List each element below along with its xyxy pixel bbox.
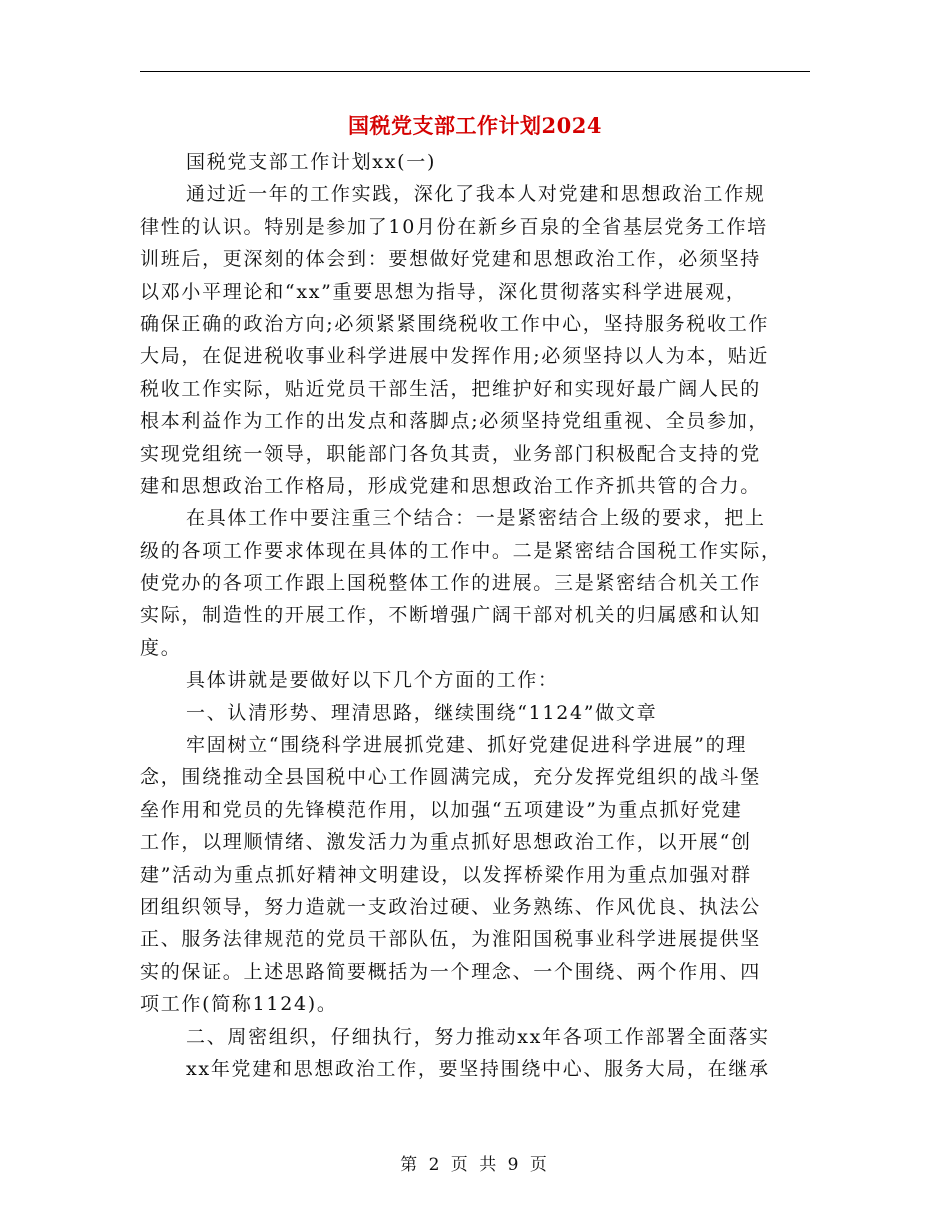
paragraph-line: 以邓小平理论和“xx”重要思想为指导，深化贯彻落实科学进展观， <box>140 280 747 303</box>
paragraph-line: 具体讲就是要做好以下几个方面的工作： <box>186 669 559 692</box>
paragraph-line: 级的各项工作要求体现在具体的工作中。二是紧密结合国税工作实际， <box>140 539 782 562</box>
paragraph-line: 念，围绕推动全县国税中心工作圆满完成，充分发挥党组织的战斗堡 <box>140 766 762 789</box>
paragraph-line: 实际，制造性的开展工作，不断增强广阔干部对机关的归属感和认知 <box>140 604 762 627</box>
paragraph-line: 根本利益作为工作的出发点和落脚点;必须坚持党组重视、全员参加， <box>140 410 770 433</box>
paragraph-line: 项工作(简称1124)。 <box>140 993 338 1016</box>
paragraph-line: 实现党组统一领导，职能部门各负其责，业务部门积极配合支持的党 <box>140 442 762 465</box>
paragraph-line: 大局，在促进税收事业科学进展中发挥作用;必须坚持以人为本，贴近 <box>140 345 770 368</box>
section-heading: 一、认清形势、理清思路，继续围绕“1124”做文章 <box>186 701 658 724</box>
paragraph-line: 建和思想政治工作格局，形成党建和思想政治工作齐抓共管的合力。 <box>140 474 762 497</box>
paragraph-line: 税收工作实际，贴近党员干部生活，把维护好和实现好最广阔人民的 <box>140 377 762 400</box>
paragraph-line: 训班后，更深刻的体会到：要想做好党建和思想政治工作，必须坚持 <box>140 248 762 271</box>
paragraph-line: 确保正确的政治方向;必须紧紧围绕税收工作中心，坚持服务税收工作 <box>140 312 770 335</box>
paragraph-line: 度。 <box>140 636 182 659</box>
paragraph-line: 正、服务法律规范的党员干部队伍，为淮阳国税事业科学进展提供坚 <box>140 928 762 951</box>
document-body <box>140 146 820 1085</box>
paragraph-line: 实的保证。上述思路简要概括为一个理念、一个围绕、两个作用、四 <box>140 960 762 983</box>
document-title: 国税党支部工作计划2024 <box>348 113 602 138</box>
section-heading: 二、周密组织，仔细执行，努力推动xx年各项工作部署全面落实 <box>186 1025 770 1048</box>
header-rule <box>140 71 810 72</box>
paragraph-line: 团组织领导，努力造就一支政治过硬、业务熟练、作风优良、执法公 <box>140 895 762 918</box>
paragraph-line: 垒作用和党员的先锋模范作用，以加强“五项建设”为重点抓好党建 <box>140 798 743 821</box>
paragraph-line: xx年党建和思想政治工作，要坚持围绕中心、服务大局，在继承 <box>186 1057 770 1080</box>
page-footer: 第 2 页 共 9 页 <box>400 1155 550 1175</box>
paragraph-line: 通过近一年的工作实践，深化了我本人对党建和思想政治工作规 <box>186 183 766 206</box>
paragraph-line: 牢固树立“围绕科学进展抓党建、抓好党建促进科学进展”的理 <box>186 734 748 757</box>
paragraph-line: 使党办的各项工作跟上国税整体工作的进展。三是紧密结合机关工作 <box>140 572 762 595</box>
paragraph-line: 在具体工作中要注重三个结合：一是紧密结合上级的要求，把上 <box>186 507 766 530</box>
paragraph-line: 建”活动为重点抓好精神文明建设，以发挥桥梁作用为重点加强对群 <box>140 863 752 886</box>
paragraph-line: 工作，以理顺情绪、激发活力为重点抓好思想政治工作，以开展“创 <box>140 831 752 854</box>
subtitle-line: 国税党支部工作计划xx(一) <box>186 151 437 173</box>
paragraph-line: 律性的认识。特别是参加了10月份在新乡百泉的全省基层党务工作培 <box>140 215 768 238</box>
